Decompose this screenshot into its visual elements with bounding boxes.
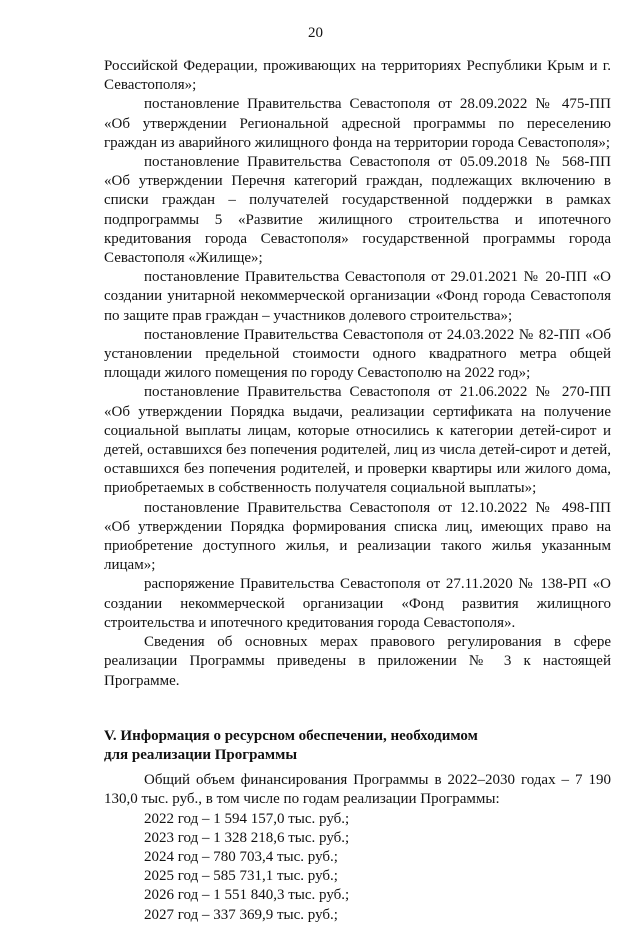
spacer xyxy=(104,691,611,727)
funding-year-item: 2023 год – 1 328 218,6 тыс. руб.; xyxy=(144,829,350,846)
paragraph-7: постановление Правительства Севастополя от 12.10.2022 № 498-ПП «Об утверждении Порядка формирования списка лиц, имеющих право на приобретение доступного жилья, и реализации такого жилья указанным лицам»; xyxy=(104,499,611,574)
funding-year-item: 2022 год – 1 594 157,0 тыс. руб.; xyxy=(144,810,350,827)
paragraph-2: постановление Правительства Севастополя от 28.09.2022 № 475-ПП «Об утверждении Региональной адресной программы по переселению граждан из аварийного жилищного фонда на территории города Севастополя»; xyxy=(104,96,611,151)
paragraph-5: постановление Правительства Севастополя от 24.03.2022 № 82-ПП «Об установлении предельной стоимости одного квадратного метра общей площади жилого помещения по городу Севастополю на 2022 год»; xyxy=(104,326,611,382)
paragraph-9: Сведения об основных мерах правового регулирования в сфере реализации Программы приведены в приложении № 3 к настоящей Программе. xyxy=(104,634,611,689)
paragraph-6: постановление Правительства Севастополя от 21.06.2022 № 270-ПП «Об утверждении Порядка выдачи, реализации сертификата на получение социальной выплаты лицам, которые относились к категории детей-сирот и детей, оставшихся без попечения родителей, лиц из числа детей-сирот и детей, оставшихся без попечения родителей, и проверки квартиры или жилого дома, приобретаемых в собственность получателя социальной выплаты»; xyxy=(104,384,611,497)
funding-year-item: 2024 год – 780 703,4 тыс. руб.; xyxy=(144,848,338,865)
section-title-line-2: для реализации Программы xyxy=(104,746,298,763)
section-intro: Общий объем финансирования Программы в 2022–2030 годах – 7 190 130,0 тыс. руб., в том числе по годам реализации Программы: xyxy=(104,772,611,808)
document-body xyxy=(104,57,611,925)
page-number: 20 xyxy=(308,25,323,41)
paragraph-3: постановление Правительства Севастополя от 05.09.2018 № 568-ПП «Об утверждении Перечня категорий граждан, подлежащих включению в списки граждан – получателей государственной поддержки в рамках подпрограммы 5 «Развитие жилищного строительства и ипотечного кредитования города Севастополя» государственной программы города Севастополя «Жилище»; xyxy=(104,154,611,267)
section-title-line-1: V. Информация о ресурсном обеспечении, необходимом xyxy=(104,727,478,744)
paragraph-1: Российской Федерации, проживающих на территориях Республики Крым и г. Севастополя»; xyxy=(104,58,611,94)
paragraph-4: постановление Правительства Севастополя от 29.01.2021 № 20-ПП «О создании унитарной некоммерческой организации «Фонд города Севастополя по защите прав граждан – участников долевого строительства»; xyxy=(104,269,611,324)
funding-year-item: 2025 год – 585 731,1 тыс. руб.; xyxy=(144,868,338,885)
paragraph-8: распоряжение Правительства Севастополя от 27.11.2020 № 138-РП «О создании некоммерческой организации «Фонд развития жилищного строительства и ипотечного кредитования города Севастополя». xyxy=(104,576,611,631)
funding-year-item: 2027 год – 337 369,9 тыс. руб.; xyxy=(144,906,338,923)
funding-year-item: 2026 год – 1 551 840,3 тыс. руб.; xyxy=(144,887,350,904)
funding-by-year-list xyxy=(104,810,611,925)
